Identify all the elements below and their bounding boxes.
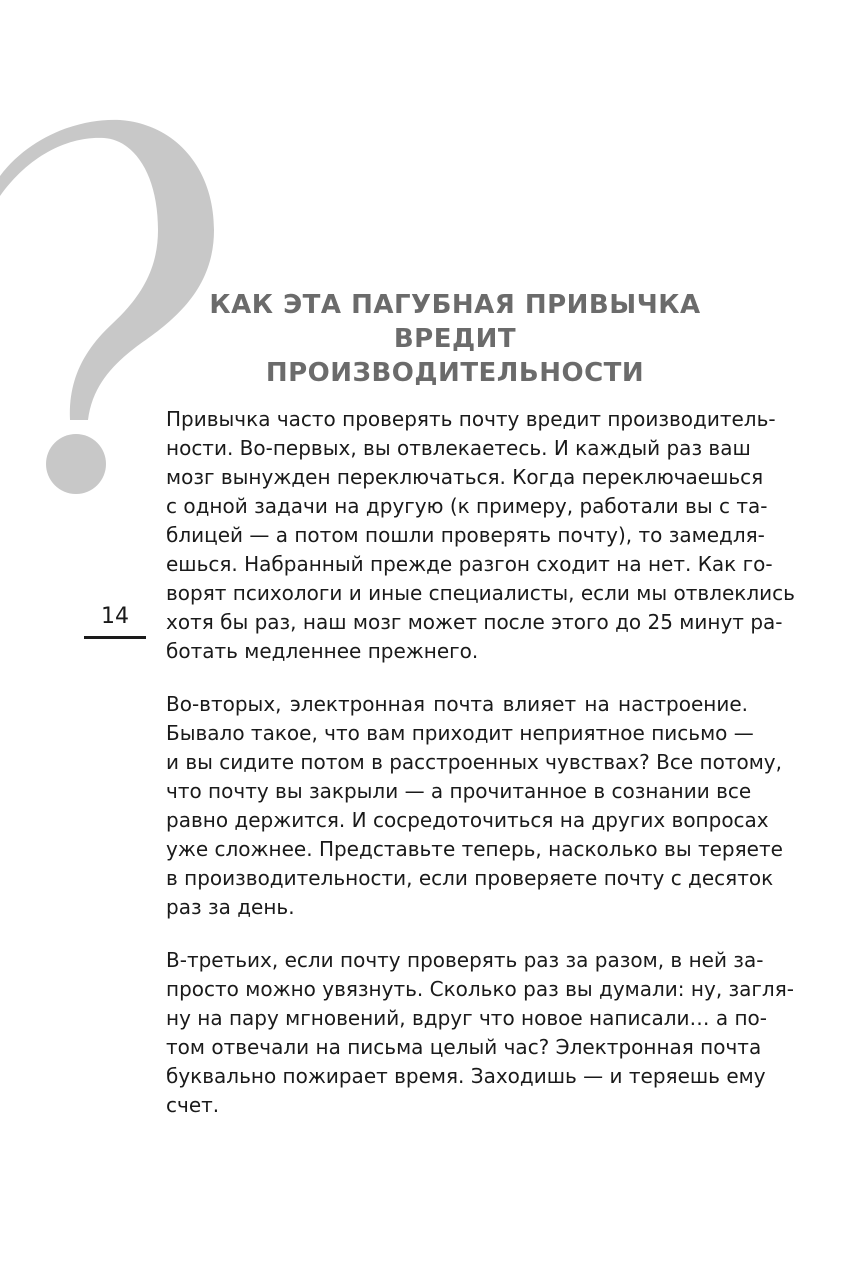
text-line: раз за день. [166, 895, 295, 919]
text-line: что почту вы закрыли — а прочитанное в сознании все [166, 779, 752, 803]
page-title-line-1: КАК ЭТА ПАГУБНАЯ ПРИВЫЧКА [209, 290, 701, 320]
text-line: буквально пожирает время. Заходишь — и теряешь ему [166, 1064, 766, 1088]
paragraph-2 [166, 690, 783, 922]
text-line: Привычка часто проверять почту вредит производитель- [166, 407, 776, 431]
text-line: в производительности, если проверяете почту с десяток [166, 866, 774, 890]
text-line: хотя бы раз, наш мозг может после этого до 25 минут ра- [166, 610, 783, 634]
text-line: ешься. Набранный прежде разгон сходит на нет. Как го- [166, 552, 773, 576]
question-mark-hook [0, 120, 214, 420]
text-line: том отвечали на письма целый час? Электронная почта [166, 1035, 762, 1059]
question-mark-dot [46, 434, 106, 494]
text-line: Бывало такое, что вам приходит неприятное письмо — [166, 721, 754, 745]
text-line: ботать медленнее прежнего. [166, 639, 479, 663]
text-line: ну на пару мгновений, вдруг что новое написали… а по- [166, 1006, 767, 1030]
text-line: Во-вторых, электронная почта влияет на настроение. [166, 692, 748, 716]
paragraph-1 [166, 405, 795, 666]
text-line: блицей — а потом пошли проверять почту), то замедля- [166, 523, 765, 547]
text-line: уже сложнее. Представьте теперь, насколько вы теряете [166, 837, 783, 861]
page-title [200, 288, 710, 390]
text-line: В-третьих, если почту проверять раз за разом, в ней за- [166, 948, 764, 972]
page-title-line-2: ВРЕДИТ ПРОИЗВОДИТЕЛЬНОСТИ [265, 324, 645, 388]
page-number-rule [84, 636, 146, 639]
text-line: ворят психологи и иные специалисты, если мы отвлеклись [166, 581, 795, 605]
text-line: счет. [166, 1093, 220, 1117]
paragraph-3 [166, 946, 794, 1120]
text-line: с одной задачи на другую (к примеру, работали вы с та- [166, 494, 768, 518]
text-line: и вы сидите потом в расстроенных чувствах? Все потому, [166, 750, 782, 774]
page-number: 14 [101, 604, 129, 629]
body-text [166, 405, 795, 1144]
text-line: ности. Во-первых, вы отвлекаетесь. И каждый раз ваш [166, 436, 751, 460]
text-line: равно держится. И сосредоточиться на других вопросах [166, 808, 769, 832]
text-line: мозг вынужден переключаться. Когда переключаешься [166, 465, 764, 489]
text-line: просто можно увязнуть. Сколько раз вы думали: ну, загля- [166, 977, 794, 1001]
